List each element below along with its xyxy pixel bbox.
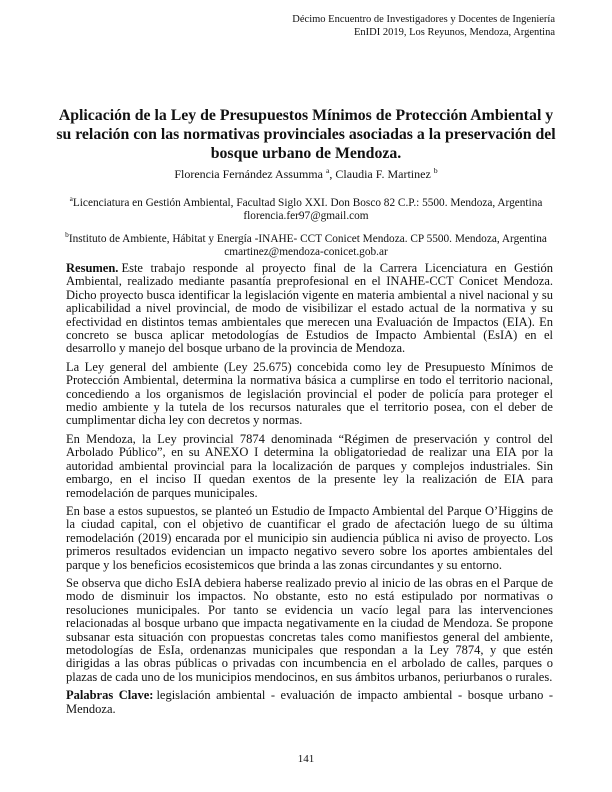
abstract-paragraph-4: En base a estos supuestos, se planteó un Estudio de Impacto Ambiental del Parque O’Higgins de la ciudad capital, con el objetivo de cuantificar el grado de afectación luego de su última remodelación (2019) encarada por el municipio sin audiencia pública ni aviso de proyecto. Los primeros resultados evidencian un impacto negativo severo sobre los aportes ambientales del parque y los beneficios ecosistemicos que brinda a las zonas circundantes y su entorno. bbox=[66, 503, 553, 572]
conference-header bbox=[57, 13, 555, 39]
authors-separator: , bbox=[329, 167, 336, 181]
paper-title: Aplicación de la Ley de Presupuestos Mínimos de Protección Ambiental y su relación con las normativas provinciales asociadas a la preservación del bosque urbano de Mendoza. bbox=[56, 106, 556, 162]
author-1-affiliation-mark: a bbox=[325, 166, 330, 175]
authors-line bbox=[0, 167, 612, 181]
abstract-paragraph-5: Se observa que dicho EsIA debiera haberse realizado previo al inicio de las obras en el Parque de modo de disminuir los impactos. No obstante, esto no está estipulado por normativas o resoluciones municipales. Por tanto se evidencia un vacío legal para las intervenciones relacionadas al bosque urbano que impacta negativamente en la ciudad de Mendoza. Se propone subsanar esta situación con propuestas concretas tales como manifiestos general del ambiente, metodologías de EsIa, ordenanzas municipales que respondan a la Ley 7874, y que estén dirigidas a las obras públicas o privadas con incumbencia en el arbolado de calles, parques o plazas de cada uno de los municipios mendocinos, en sus ámbitos urbanos, periurbanos o rurales. bbox=[66, 575, 553, 684]
abstract-paragraph-3: En Mendoza, la Ley provincial 7874 denominada “Régimen de preservación y control del Arbolado Público”, en su ANEXO I determina la obligatoriedad de realizar una EIA por la autoridad ambiental provincial para la localización de parques y complejos industriales. Sin embargo, en el inciso II quedan exentos de la presente ley la realización de EIA para remodelación de parques municipales. bbox=[66, 431, 553, 500]
author-2-name: Claudia F. Martinez bbox=[335, 167, 431, 181]
affiliation-b bbox=[40, 230, 572, 259]
keywords-paragraph bbox=[66, 689, 553, 716]
affiliation-a-institution bbox=[40, 194, 572, 210]
affiliation-a-email: florencia.fer97@gmail.com bbox=[243, 210, 369, 222]
affiliation-b-mark: b bbox=[65, 230, 69, 240]
abstract-label: Resumen. bbox=[66, 261, 119, 275]
page-number: 141 bbox=[297, 753, 315, 765]
keywords-label: Palabras Clave: bbox=[66, 688, 154, 703]
conference-header-line1: Décimo Encuentro de Investigadores y Docentes de Ingeniería bbox=[292, 14, 555, 25]
abstract-paragraph-1-text: Este trabajo responde al proyecto final de la Carrera Licenciatura en Gestión Ambiental, realizado mediante pasantía preprofesional en el INAHE-CCT Conicet Mendoza. Dicho proyecto busca identificar la legislación vigente en materia ambiental a nivel nacional y su aplicabilidad a nivel provincial, de modo de visibilizar el estado actual de la normativa y su efectividad en distintos temas ambientales que merecen una Evaluación de Impactos (EIA). En concreto se busca aplicar metodologías de Estudios de Impacto Ambiental (EsIA) en el desarrollo y manejo del bosque urbano de la provincia de Mendoza. bbox=[66, 261, 553, 356]
affiliation-b-text: Instituto de Ambiente, Hábitat y Energía -INAHE- CCT Conicet Mendoza. CP 5500. Mendoza, Argentina bbox=[68, 233, 547, 245]
affiliation-a bbox=[40, 194, 572, 223]
abstract-section bbox=[66, 262, 553, 721]
author-2-affiliation-mark: b bbox=[433, 166, 438, 175]
conference-header-line2: EnIDI 2019, Los Reyunos, Mendoza, Argentina bbox=[353, 27, 555, 38]
abstract-paragraph-1 bbox=[66, 262, 553, 356]
affiliation-b-institution bbox=[40, 230, 572, 246]
affiliation-a-mark: a bbox=[69, 194, 73, 204]
abstract-paragraph-2: La Ley general del ambiente (Ley 25.675) concebida como ley de Presupuesto Mínimos de Protección Ambiental, determina la normativa básica a cumplirse en todo el territorio nacional, concediendo a los organismos de legislación provincial el poder de policía para proteger el medio ambiente y la tutela de los recursos naturales que el territorio posea, con el deber de cumplimentar dicha ley con decretos y normas. bbox=[66, 359, 553, 428]
author-1-name: Florencia Fernández Assumma bbox=[174, 167, 323, 181]
affiliation-b-email: cmartinez@mendoza-conicet.gob.ar bbox=[224, 246, 388, 258]
affiliation-a-text: Licenciatura en Gestión Ambiental, Facultad Siglo XXI. Don Bosco 82 C.P.: 5500. Mendoza, Argentina bbox=[72, 197, 543, 209]
keywords-text: legislación ambiental - evaluación de impacto ambiental - bosque urbano - Mendoza. bbox=[66, 688, 553, 716]
